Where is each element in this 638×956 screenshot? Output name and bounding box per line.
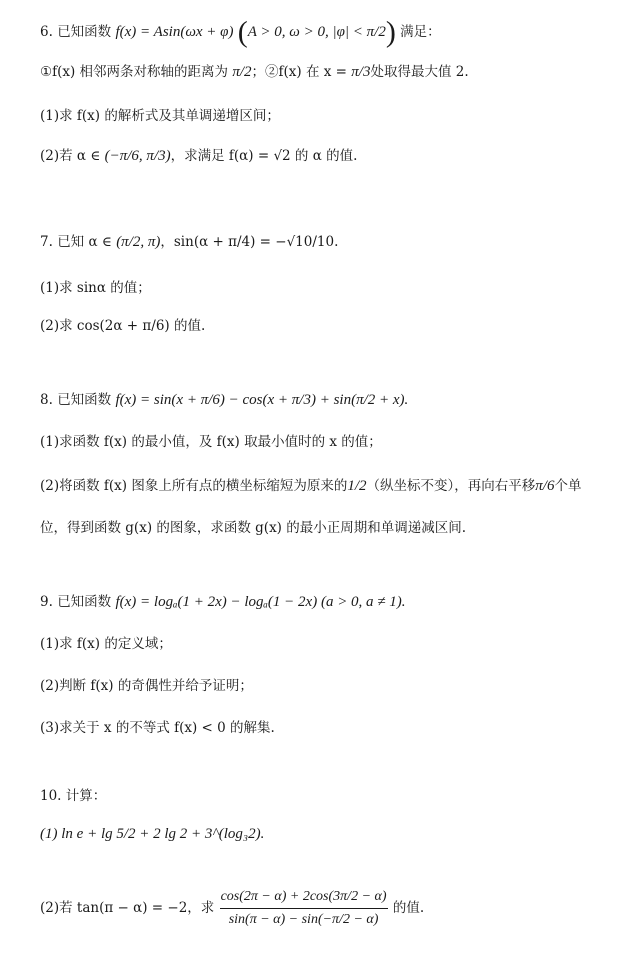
problem-6-statement: 6. 已知函数 f(x) = Asin(ωx + φ) (A > 0, ω > 0, |φ| < π/2) 满足： bbox=[40, 15, 441, 49]
problem-10-part2-fraction bbox=[220, 886, 388, 931]
problem-8-part2-a: (2)将函数 f(x) 图象上所有点的横坐标缩短为原来的 bbox=[40, 478, 348, 494]
problem-6-part2-suffix: ，求满足 f(α) = √2 的 α 的值. bbox=[170, 148, 358, 164]
problem-7-statement bbox=[40, 232, 626, 252]
problem-6-conditions bbox=[40, 62, 626, 82]
problem-6-part2-interval: (−π/6, π/3) bbox=[104, 148, 171, 164]
problem-8-intro: 已知函数 bbox=[57, 392, 112, 408]
problem-6-cond1: f(x) 相邻两条对称轴的距离为 bbox=[52, 64, 229, 80]
problem-10-number: 10. bbox=[40, 788, 62, 804]
problem-9-part2: (2)判断 f(x) 的奇偶性并给予证明； bbox=[40, 678, 253, 694]
problem-6-part1: (1)求 f(x) 的解析式及其单调递增区间； bbox=[40, 108, 280, 124]
problem-6-part2-prefix: (2)若 α ∈ bbox=[40, 148, 101, 164]
problem-7-number: 7. bbox=[40, 234, 53, 250]
problem-6-part2 bbox=[40, 146, 626, 166]
problem-6-cond2-suffix: 处取得最大值 2. bbox=[370, 64, 469, 80]
problem-10-part2-numerator: cos(2π − α) + 2cos(3π/2 − α) bbox=[220, 886, 388, 909]
problem-8-part1: (1)求函数 f(x) 的最小值，及 f(x) 取最小值时的 x 的值； bbox=[40, 434, 382, 450]
problem-8-part2-continued: 位，得到函数 g(x) 的图象，求函数 g(x) 的最小正周期和单调递减区间. bbox=[40, 520, 467, 536]
problem-9-function: f(x) = logₐ(1 + 2x) − logₐ(1 − 2x) (a > 0, a ≠ 1). bbox=[115, 594, 406, 610]
problem-8-function: f(x) = sin(x + π/6) − cos(x + π/3) + sin(π/2 + x). bbox=[115, 392, 409, 408]
problem-6-cond1-value: π/2 bbox=[232, 64, 252, 80]
problem-7-given: ，sin(α + π/4) = −√10/10. bbox=[160, 234, 339, 250]
problem-7-intro: 已知 α ∈ bbox=[57, 234, 112, 250]
problem-6-cond2: f(x) 在 x = bbox=[278, 64, 347, 80]
problem-7-part2: (2)求 cos(2α + π/6) 的值. bbox=[40, 318, 206, 334]
problem-7-interval: (π/2, π) bbox=[116, 234, 161, 250]
problem-8-part2-c: 个单 bbox=[554, 478, 582, 494]
problem-10-part1-expr: (1) ln e + lg 5/2 + 2 lg 2 + 3^(log₃2). bbox=[40, 826, 265, 842]
problem-8-number: 8. bbox=[40, 392, 53, 408]
problem-9-statement bbox=[40, 592, 626, 612]
problem-10-statement bbox=[40, 786, 626, 806]
problem-8-part2-shift: π/6 bbox=[535, 478, 555, 494]
problem-10-part2 bbox=[40, 886, 626, 931]
problem-9-number: 9. bbox=[40, 594, 53, 610]
problem-6-condition: A > 0, ω > 0, |φ| < π/2 bbox=[247, 24, 386, 40]
problem-9-intro: 已知函数 bbox=[57, 594, 112, 610]
problem-10-part1 bbox=[40, 824, 626, 844]
problem-8-part2-b: （纵坐标不变），再向右平移 bbox=[366, 478, 536, 494]
problem-6-number: 6. bbox=[40, 24, 53, 40]
problem-6-function: f(x) = Asin(ωx + φ) bbox=[115, 24, 234, 40]
problem-6-cond1-prefix: ① bbox=[40, 64, 53, 80]
problem-6-cond2-prefix: ；② bbox=[251, 64, 279, 80]
problem-8-part2-half: 1/2 bbox=[347, 478, 367, 494]
problem-10-intro: 计算： bbox=[65, 788, 107, 804]
problem-7-part1: (1)求 sinα 的值； bbox=[40, 280, 151, 296]
problem-9-part1: (1)求 f(x) 的定义域； bbox=[40, 636, 172, 652]
problem-6-cond2-value: π/3 bbox=[351, 64, 371, 80]
problem-6-suffix: 满足： bbox=[400, 24, 441, 40]
problem-9-part3: (3)求关于 x 的不等式 f(x) < 0 的解集. bbox=[40, 720, 275, 736]
problem-8-statement bbox=[40, 390, 626, 410]
problem-10-part2-suffix: 的值. bbox=[392, 900, 425, 916]
problem-8-part2 bbox=[40, 476, 626, 496]
problem-10-part2-denominator: sin(π − α) − sin(−π/2 − α) bbox=[228, 912, 379, 927]
problem-10-part2-prefix: (2)若 tan(π − α) = −2，求 bbox=[40, 900, 215, 916]
problem-6-intro: 已知函数 bbox=[57, 24, 112, 40]
